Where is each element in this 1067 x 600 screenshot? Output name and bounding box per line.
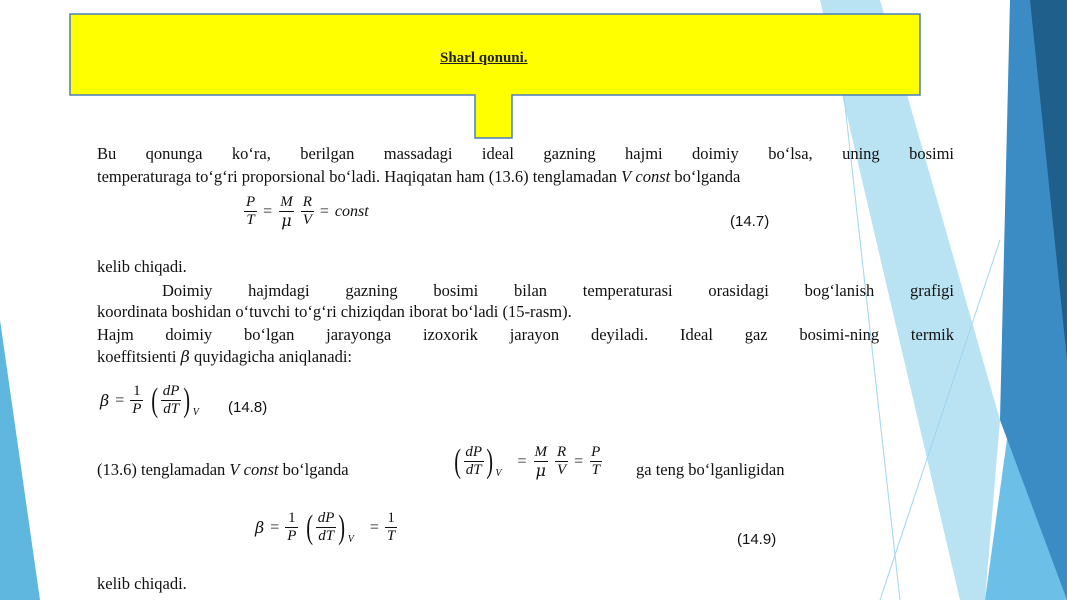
fraction-p-over-t bbox=[589, 444, 602, 479]
inline-equation-suffix: ga teng bo‘lganligidan bbox=[636, 460, 785, 479]
equation-14-7 bbox=[244, 194, 369, 229]
text-segment: bo‘lganda bbox=[674, 167, 741, 186]
numerator: M bbox=[534, 444, 547, 460]
right-paren: ) bbox=[486, 442, 494, 480]
fraction-1-over-p bbox=[130, 383, 143, 418]
paragraph-2-line-1: Doimiy hajmdagi gazning bosimi bilan temperaturasi orasidagi bog‘lanish grafigi bbox=[162, 281, 954, 300]
fraction-1-over-p bbox=[285, 510, 298, 545]
equals-sign: = bbox=[270, 518, 280, 536]
denominator: T bbox=[246, 212, 255, 228]
paragraph-1-line-2 bbox=[97, 166, 954, 188]
const-value: const bbox=[334, 202, 369, 220]
equals-sign: = bbox=[319, 202, 329, 220]
equation-14-8 bbox=[100, 383, 199, 418]
fraction-m-over-mu bbox=[278, 194, 295, 229]
subscript-v: V bbox=[495, 468, 502, 479]
variable-v: V bbox=[229, 460, 240, 479]
text-segment: temperaturaga to‘g‘ri proporsional bo‘ladi. Haqiqatan ham (13.6) tenglamadan bbox=[97, 167, 618, 186]
numerator: R bbox=[556, 444, 567, 460]
fraction-r-over-v bbox=[301, 194, 314, 229]
variable-v: V bbox=[621, 167, 632, 186]
fraction-dp-over-dt bbox=[316, 510, 337, 545]
paragraph-1-line-1: Bu qonunga ko‘ra, berilgan massadagi ideal gazning hajmi doimiy bo‘lsa, uning bosimi bbox=[97, 144, 954, 163]
numerator: 1 bbox=[133, 383, 141, 399]
denominator: μ bbox=[281, 211, 292, 230]
denominator: V bbox=[556, 462, 567, 478]
subscript-v: V bbox=[192, 407, 199, 418]
page-title: Sharl qonuni. bbox=[440, 50, 528, 66]
fraction-m-over-mu bbox=[532, 444, 549, 479]
numerator: R bbox=[302, 194, 312, 210]
beta-symbol: β bbox=[100, 391, 110, 410]
numerator: dP bbox=[317, 510, 335, 526]
equation-number-14-9: (14.9) bbox=[737, 531, 777, 548]
equals-sign: = bbox=[263, 202, 273, 220]
fraction-1-over-t bbox=[385, 510, 397, 545]
callout-shape bbox=[70, 14, 920, 138]
numerator: P bbox=[246, 194, 256, 210]
paragraph-3-line-1: Hajm doimiy bo‘lgan jarayonga izoxorik jarayon deyiladi. Ideal gaz bosimi-ning termik bbox=[97, 325, 954, 344]
left-paren: ( bbox=[151, 381, 159, 419]
equation-number-14-7: (14.7) bbox=[730, 213, 770, 230]
beta-symbol: β bbox=[180, 347, 190, 366]
equals-sign: = bbox=[369, 518, 379, 536]
numerator: 1 bbox=[387, 510, 395, 526]
fraction-dp-over-dt bbox=[463, 444, 484, 479]
denominator: μ bbox=[535, 461, 546, 480]
denominator: dT bbox=[318, 528, 335, 544]
denominator: P bbox=[132, 401, 142, 417]
subscript-v: V bbox=[347, 534, 354, 545]
text-segment: quyidagicha aniqlanadi: bbox=[193, 347, 353, 366]
fraction-r-over-v bbox=[555, 444, 568, 479]
text-segment: koeffitsienti bbox=[97, 347, 177, 366]
right-paren: ) bbox=[183, 381, 191, 419]
denominator: T bbox=[386, 528, 396, 544]
equals-sign: = bbox=[115, 391, 125, 409]
kelib-chiqadi-2: kelib chiqadi. bbox=[97, 574, 187, 593]
equals-sign: = bbox=[517, 452, 527, 470]
inline-equation bbox=[452, 444, 602, 479]
fraction-p-over-t bbox=[244, 194, 257, 229]
denominator: T bbox=[591, 462, 600, 478]
paragraph-3-line-2 bbox=[97, 347, 352, 367]
left-paren: ( bbox=[306, 508, 314, 546]
kelib-chiqadi-1: kelib chiqadi. bbox=[97, 257, 187, 276]
paragraph-2-line-2: koordinata boshidan o‘tuvchi to‘g‘ri chiziqdan iborat bo‘ladi (15-rasm). bbox=[97, 302, 572, 321]
numerator: dP bbox=[162, 383, 180, 399]
denominator: P bbox=[287, 528, 297, 544]
numerator: M bbox=[280, 194, 293, 210]
equals-sign: = bbox=[574, 452, 584, 470]
const-word: const bbox=[635, 167, 671, 186]
text-segment: (13.6) tenglamadan bbox=[97, 460, 226, 479]
numerator: 1 bbox=[288, 510, 296, 526]
equation-number-14-8: (14.8) bbox=[228, 399, 268, 416]
text-segment: bo‘lganda bbox=[282, 460, 349, 479]
numerator: P bbox=[591, 444, 601, 460]
denominator: V bbox=[302, 212, 312, 228]
fraction-dp-over-dt bbox=[161, 383, 182, 418]
denominator: dT bbox=[163, 401, 180, 417]
const-word: const bbox=[243, 460, 279, 479]
denominator: dT bbox=[465, 462, 482, 478]
beta-symbol: β bbox=[255, 518, 265, 537]
equation-14-9 bbox=[255, 510, 397, 545]
right-paren: ) bbox=[338, 508, 346, 546]
inline-equation-line bbox=[97, 460, 349, 480]
numerator: dP bbox=[465, 444, 482, 460]
left-paren: ( bbox=[454, 442, 462, 480]
